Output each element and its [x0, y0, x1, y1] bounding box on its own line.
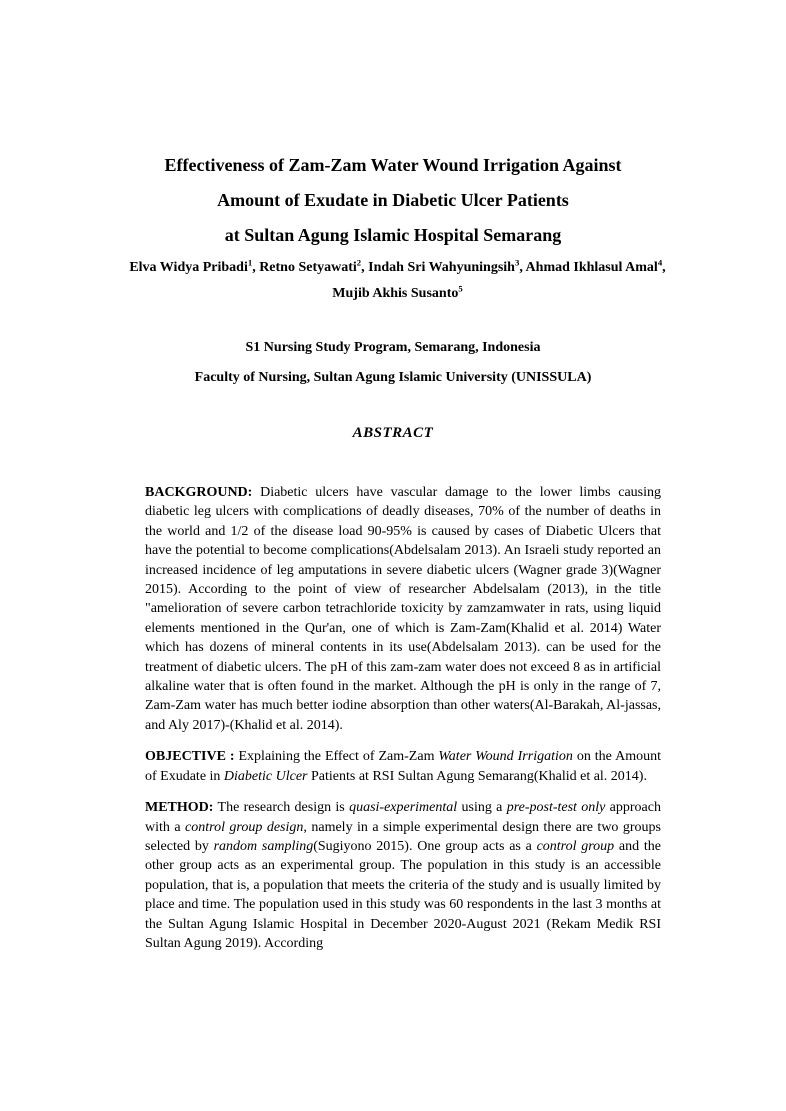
text-run: random sampling — [213, 838, 314, 854]
text-run: Elva Widya Pribadi — [129, 260, 248, 275]
text-run: on the Amount of Exudate in — [145, 749, 661, 784]
paper-title-line-3: at Sultan Agung Islamic Hospital Semarang — [224, 225, 562, 245]
abstract-body — [125, 483, 661, 953]
text-run: , Retno Setyawati — [252, 260, 357, 275]
text-run: , Ahmad Ikhlasul Amal — [519, 260, 658, 275]
text-run: 3 — [514, 257, 520, 268]
authors-line — [125, 255, 670, 307]
text-run: 5 — [458, 283, 463, 294]
text-run: Diabetic Ulcer — [223, 768, 308, 784]
paper-title-line-1: Effectiveness of Zam-Zam Water Wound Irrigation Against — [164, 155, 622, 175]
text-run: approach with a — [145, 800, 661, 835]
affiliations — [125, 333, 661, 393]
paper-title-line-2: Amount of Exudate in Diabetic Ulcer Patients — [217, 190, 569, 210]
text-run: The research design is — [213, 800, 350, 816]
text-run: using a — [457, 800, 507, 816]
affiliation-line-2: Faculty of Nursing, Sultan Agung Islamic University (UNISSULA) — [194, 370, 592, 385]
text-run: Patients at RSI Sultan Agung Semarang(Khalid et al. 2014). — [307, 768, 647, 784]
text-run: control group design — [185, 819, 304, 835]
text-run: 4 — [657, 257, 663, 268]
text-run: 1 — [247, 257, 253, 268]
method-paragraph — [145, 798, 661, 953]
text-run: pre-post-test only — [506, 800, 606, 816]
text-run: (Sugiyono 2015). One group acts as a — [313, 838, 537, 854]
text-run: control group — [536, 838, 615, 854]
text-run: , namely in a simple experimental design there are two groups selected by — [145, 819, 662, 854]
text-run: Diabetic ulcers have vascular damage to the lower limbs causing diabetic leg ulcers with complications of deadly diseases, 70% of the number of deaths in the world and 1/2 of the disease load 90-95% is caused by cases of Diabetic Ulcers that have the potential to become complications(Abdelsalam 2013). An Israeli study reported an increased incidence of leg amputations in severe diabetic ulcers (Wagner grade 3)(Wagner 2015). According to the point of view of researcher Abdelsalam (2013), in the title "amelioration of severe carbon tetrachloride toxicity by zamzamwater in rats, using liquid elements mentioned in the Qur'an, one of which is Zam-Zam(Khalid et al. 2014) Water which has dozens of mineral contents in its use(Abdelsalam 2013). can be used for the treatment of diabetic ulcers. The pH of this zam-zam water does not exceed 8 as in artificial alkaline water that is often found in the market. Although the pH is only in the range of 7, Zam-Zam water has much better iodine absorption than other waters(Al-Barakah, Al-jassas, and Aly 2017)-(Khalid et al. 2014). — [145, 485, 661, 733]
affiliation-line-1: S1 Nursing Study Program, Semarang, Indonesia — [245, 340, 541, 355]
text-run: Water Wound Irrigation — [438, 749, 573, 765]
abstract-heading: ABSTRACT — [352, 425, 434, 441]
paper-title — [125, 148, 661, 253]
text-run: OBJECTIVE : — [145, 749, 235, 765]
text-run: 2 — [356, 257, 362, 268]
objective-paragraph — [145, 747, 661, 786]
text-run: quasi-experimental — [349, 800, 458, 816]
text-run: BACKGROUND: — [145, 485, 253, 500]
background-paragraph — [145, 483, 661, 735]
text-run: METHOD: — [145, 800, 214, 816]
text-run: , Mujib Akhis Susanto — [332, 260, 666, 301]
text-run: , Indah Sri Wahyuningsih — [361, 260, 515, 275]
text-run: Explaining the Effect of Zam-Zam — [234, 749, 439, 765]
text-run: and the other group acts as an experimental group. The population in this study is an accessible population, that is, a population that meets the criteria of the study and is usually limited by place and time. The population used in this study was 60 respondents in the last 3 months at the Sultan Agung Islamic Hospital in December 2020-August 2021 (Rekam Medik RSI Sultan Agung 2019). According — [145, 838, 661, 951]
